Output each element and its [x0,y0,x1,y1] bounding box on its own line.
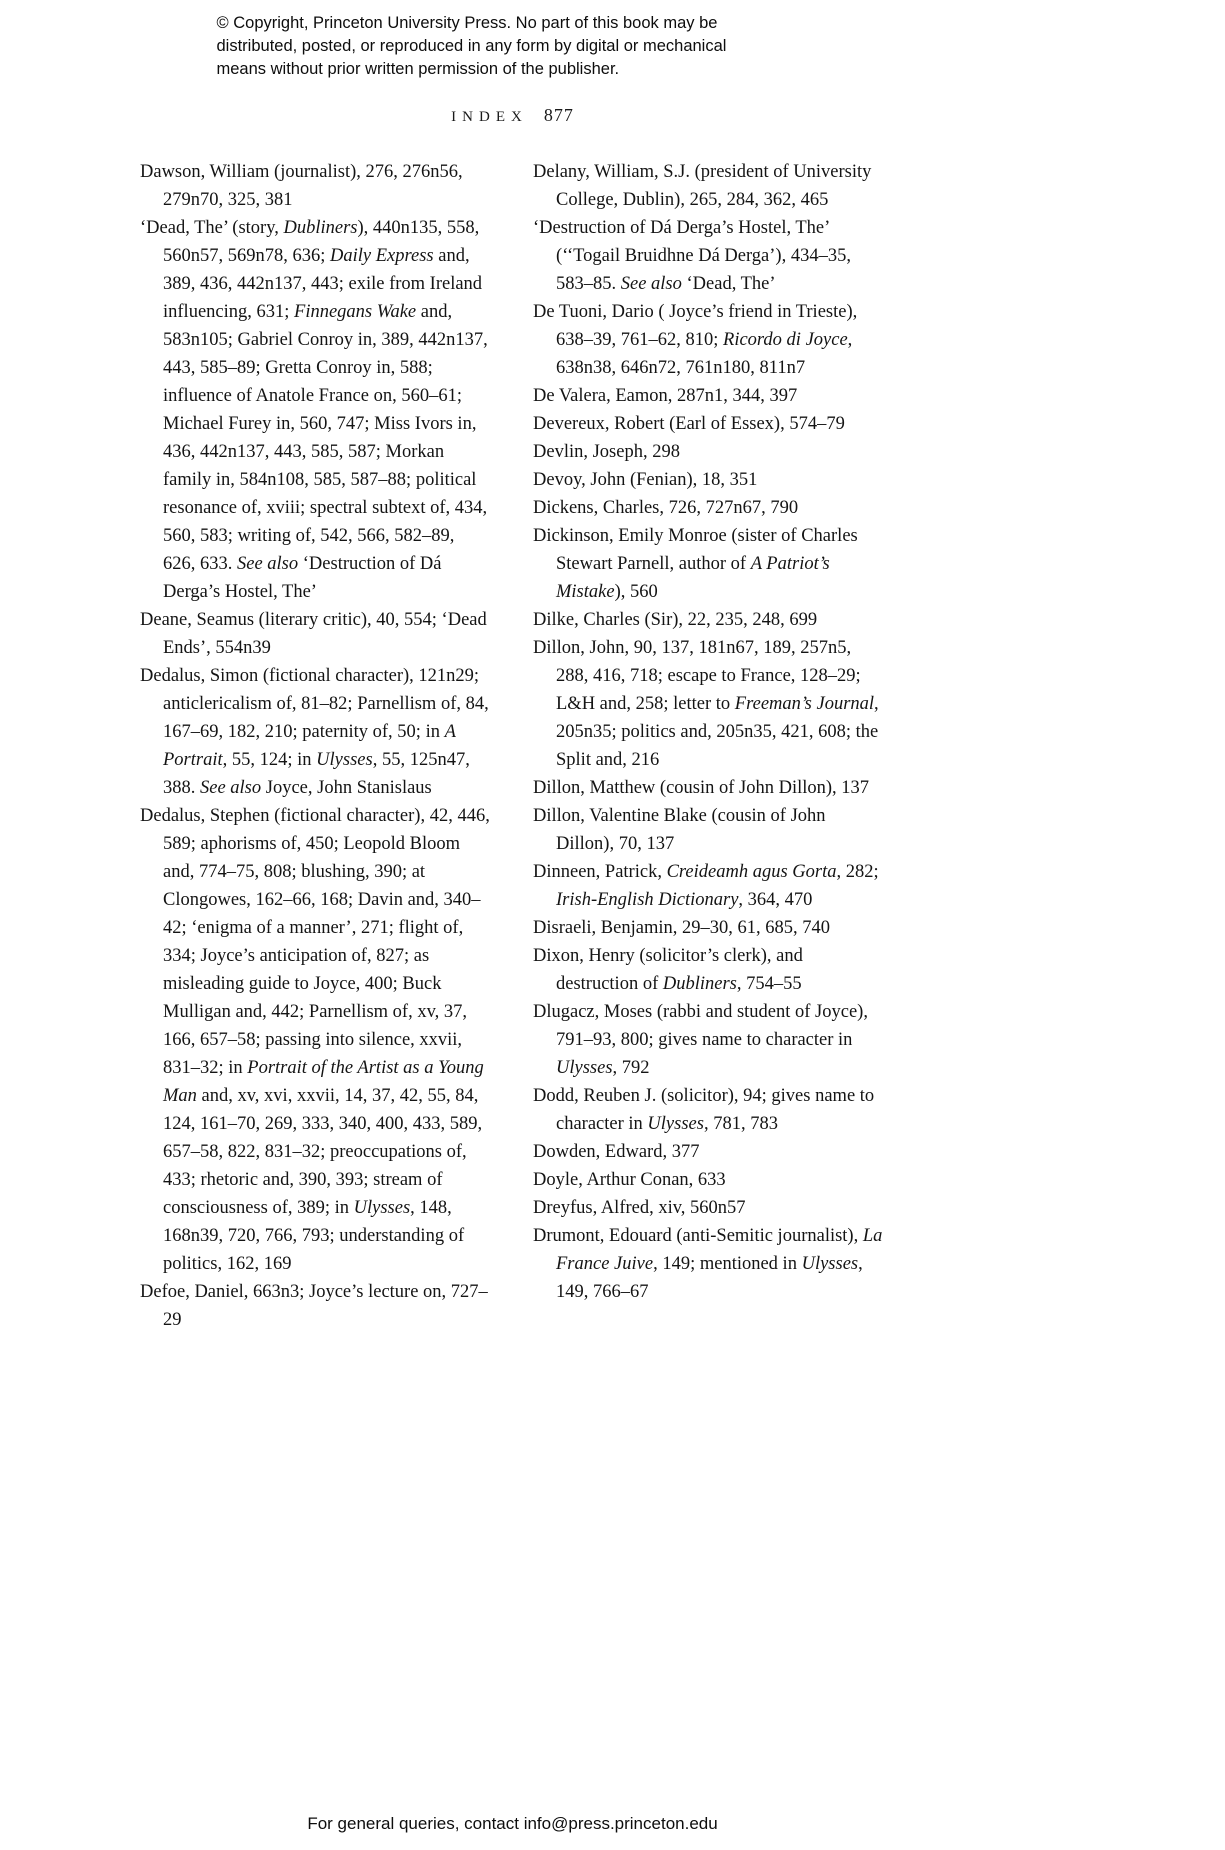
index-entry: Dawson, William (journalist), 276, 276n56, 279n70, 325, 381 [140,162,463,210]
index-entry: Doyle, Arthur Conan, 633 [533,1170,726,1190]
page-content [140,0,885,1334]
copyright-line: means without prior written permission of the publisher. [216,60,620,78]
copyright-line: distributed, posted, or reproduced in any form by digital or mechanical [216,37,727,55]
index-entry: Disraeli, Benjamin, 29–30, 61, 685, 740 [533,918,830,938]
index-entry: Dillon, John, 90, 137, 181n67, 189, 257n5, 288, 416, 718; escape to France, 128–29; L&H and, 258; letter to Freeman’s Journal, 205n35; politics and, 205n35, 421, 608; the Split and, 216 [533,638,879,770]
index-column-left [140,158,491,1334]
running-head [140,105,885,126]
page-number: 877 [543,105,574,125]
footer-queries-note: For general queries, contact info@press.princeton.edu [307,1814,718,1833]
index-entry: Defoe, Daniel, 663n3; Joyce’s lecture on, 727–29 [140,1282,488,1330]
index-entry: Devoy, John (Fenian), 18, 351 [533,470,758,490]
index-entry: ‘Destruction of Dá Derga’s Hostel, The’ (‘‘Togail Bruidhne Dá Derga’), 434–35, 583–85. See also ‘Dead, The’ [533,218,851,294]
index-entry: Dedalus, Simon (fictional character), 121n29; anticlericalism of, 81–82; Parnellism of, 84, 167–69, 182, 210; paternity of, 50; in A Portrait, 55, 124; in Ulysses, 55, 125n47, 388. See also Joyce, John Stanislaus [140,666,489,798]
index-entry: De Valera, Eamon, 287n1, 344, 397 [533,386,798,406]
index-entry: Dillon, Valentine Blake (cousin of John Dillon), 70, 137 [533,806,826,854]
index-entry: Dillon, Matthew (cousin of John Dillon), 137 [533,778,870,798]
index-entry: Dedalus, Stephen (fictional character), 42, 446, 589; aphorisms of, 450; Leopold Bloom and, 774–75, 808; blushing, 390; at Clongowes, 162–66, 168; Davin and, 340–42; ‘enigma of a manner’, 271; flight of, 334; Joyce’s anticipation of, 827; as misleading guide to Joyce, 400; Buck Mulligan and, 442; Parnellism of, xv, 37, 166, 657–58; passing into silence, xxvii, 831–32; in Portrait of the Artist as a Young Man and, xv, xvi, xxvii, 14, 37, 42, 55, 84, 124, 161–70, 269, 333, 340, 400, 433, 589, 657–58, 822, 831–32; preoccupations of, 433; rhetoric and, 390, 393; stream of consciousness of, 389; in Ulysses, 148, 168n39, 720, 766, 793; understanding of politics, 162, 169 [140,806,490,1274]
index-entry: Dickinson, Emily Monroe (sister of Charles Stewart Parnell, author of A Patriot’s Mistake), 560 [533,526,858,602]
index-entry: Delany, William, S.J. (president of University College, Dublin), 265, 284, 362, 465 [533,162,872,210]
index-columns [140,158,885,1334]
index-entry: Dreyfus, Alfred, xiv, 560n57 [533,1198,746,1218]
index-entry: Dilke, Charles (Sir), 22, 235, 248, 699 [533,610,818,630]
index-entry: Dodd, Reuben J. (solicitor), 94; gives name to character in Ulysses, 781, 783 [533,1086,875,1134]
index-entry: Drumont, Edouard (anti-Semitic journalist), La France Juive, 149; mentioned in Ulysses, 149, 766–67 [533,1226,883,1302]
index-entry: Deane, Seamus (literary critic), 40, 554; ‘Dead Ends’, 554n39 [140,610,487,658]
section-title: INDEX [451,109,528,125]
index-entry: Devereux, Robert (Earl of Essex), 574–79 [533,414,845,434]
index-entry: ‘Dead, The’ (story, Dubliners), 440n135, 558, 560n57, 569n78, 636; Daily Express and, 389, 436, 442n137, 443; exile from Ireland influencing, 631; Finnegans Wake and, 583n105; Gabriel Conroy in, 389, 442n137, 443, 585–89; Gretta Conroy in, 588; influence of Anatole France on, 560–61; Michael Furey in, 560, 747; Miss Ivors in, 436, 442n137, 443, 585, 587; Morkan family in, 584n108, 585, 587–88; political resonance of, xviii; spectral subtext of, 434, 560, 583; writing of, 542, 566, 582–89, 626, 633. See also ‘Destruction of Dá Derga’s Hostel, The’ [140,218,488,602]
index-entry: De Tuoni, Dario ( Joyce’s friend in Trieste), 638–39, 761–62, 810; Ricordo di Joyce, 638n38, 646n72, 761n180, 811n7 [533,302,858,378]
index-entry: Devlin, Joseph, 298 [533,442,680,462]
index-entry: Dickens, Charles, 726, 727n67, 790 [533,498,799,518]
copyright-line: © Copyright, Princeton University Press. No part of this book may be [216,14,718,32]
index-entry: Dinneen, Patrick, Creideamh agus Gorta, 282; Irish-English Dictionary, 364, 470 [533,862,879,910]
index-entry: Dlugacz, Moses (rabbi and student of Joyce), 791–93, 800; gives name to character in Ulysses, 792 [533,1002,868,1078]
index-entry: Dowden, Edward, 377 [533,1142,700,1162]
index-column-right [533,158,884,1334]
index-entry: Dixon, Henry (solicitor’s clerk), and destruction of Dubliners, 754–55 [533,946,803,994]
copyright-notice [217,12,809,81]
